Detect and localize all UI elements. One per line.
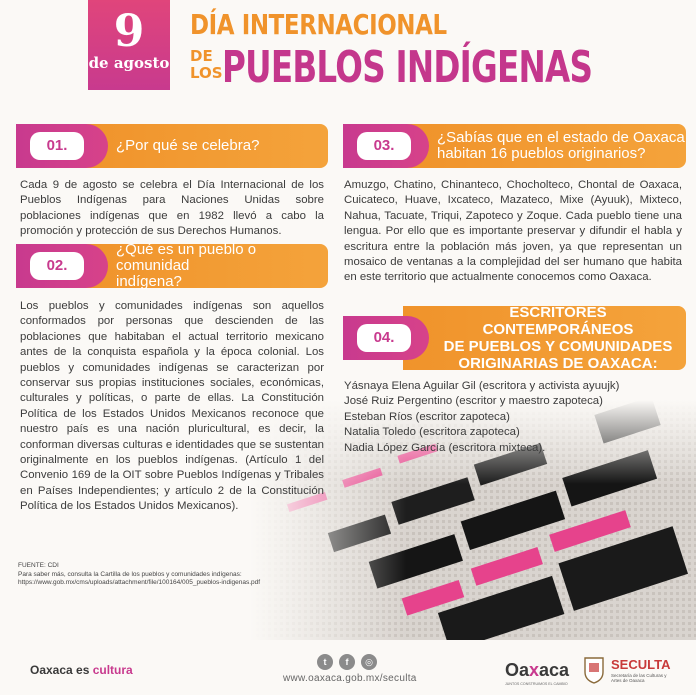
instagram-icon[interactable]: ◎ bbox=[361, 654, 377, 670]
section-01-number: 01. bbox=[30, 132, 84, 160]
source-label: FUENTE: CDI bbox=[18, 562, 59, 569]
writer-item: Natalia Toledo (escritora zapoteca) bbox=[344, 426, 520, 439]
section-01-number-box bbox=[16, 124, 108, 168]
seculta-logo-sub bbox=[611, 673, 667, 683]
footer-url[interactable]: www.oaxaca.gob.mx/seculta bbox=[283, 673, 417, 684]
footer-slogan-a: Oaxaca es bbox=[30, 663, 93, 677]
section-03-heading-line2: habitan 16 pueblos originarios? bbox=[437, 145, 646, 162]
title-los: LOS bbox=[190, 64, 223, 82]
date-day: 9 bbox=[113, 6, 145, 57]
oaxaca-logo-b: aca bbox=[539, 660, 570, 680]
section-02-banner bbox=[16, 241, 328, 290]
source-link[interactable]: https://www.gob.mx/cms/uploads/attachment/file/100164/005_pueblos-indigenas.pdf bbox=[18, 579, 261, 586]
section-04-heading-line2: DE PUEBLOS Y COMUNIDADES bbox=[443, 338, 673, 355]
state-shield-icon bbox=[583, 656, 605, 684]
section-02-number-box bbox=[16, 244, 108, 288]
section-03-number: 03. bbox=[357, 132, 411, 160]
section-03-number-box bbox=[343, 124, 429, 168]
seculta-sub-1: Secretaría de las Culturas y bbox=[611, 673, 667, 678]
writer-item: José Ruiz Pergentino (escritor y maestro zapoteca) bbox=[344, 395, 603, 408]
seculta-sub-2: Artes de Oaxaca bbox=[611, 678, 645, 683]
twitter-icon[interactable]: t bbox=[317, 654, 333, 670]
oaxaca-logo-x: x bbox=[529, 660, 540, 680]
title-line2: PUEBLOS INDÍGENAS bbox=[222, 42, 593, 93]
section-04-heading-line3: ORIGINARIAS DE OAXACA: bbox=[458, 355, 658, 372]
section-04-number-box bbox=[343, 316, 429, 360]
date-badge bbox=[88, 0, 170, 90]
section-01-banner bbox=[16, 124, 328, 168]
oaxaca-logo-sub: JUNTOS CONSTRUIMOS EL CAMBIO bbox=[505, 682, 568, 686]
section-02-heading bbox=[116, 241, 328, 290]
writers-list bbox=[344, 379, 619, 456]
section-04-heading bbox=[433, 306, 683, 370]
title-de: DE bbox=[190, 47, 213, 65]
source-note bbox=[18, 562, 260, 588]
date-month: de agosto bbox=[88, 54, 170, 72]
section-02-heading-line1: ¿Qué es un pueblo o comunidad bbox=[116, 241, 257, 274]
section-02-body: Los pueblos y comunidades indígenas son aquellos conformados por personas que descienden de las poblaciones que habitaban el actual territorio mexicano antes de la conquista española y la época colonial. Los pueblos y comunidades indígenas se caracterizan por conservar sus propias instituciones sociales, económicas, culturales y políticas, o parte de ellas. La Constitución Política de los Estados Unidos Mexicanos reconoce que nuestro país es una nación pluricultural, es decir, la conforman diversas culturas e identidades que se sustentan originalmente en los pueblos indígenas. (Artículo 1 del Convenio 169 de la OIT sobre Pueblos Indígenas y Tribales en Países Independientes; y artículo 2 de la Constitución Política de los Estados Unidos Mexicanos). bbox=[20, 300, 324, 513]
oaxaca-logo bbox=[505, 660, 569, 681]
section-02-heading-line2: indígena? bbox=[116, 273, 182, 290]
section-03-heading bbox=[437, 124, 685, 168]
title-de-los bbox=[190, 48, 223, 82]
source-hint: Para saber más, consulta la Cartilla de los pueblos y comunidades indígenas: bbox=[18, 570, 242, 578]
footer-slogan bbox=[30, 663, 133, 677]
section-03-body: Amuzgo, Chatino, Chinanteco, Chocholteco, Chontal de Oaxaca, Cuicateco, Huave, Ixcateco, Mazateco, Mixe (Ayuuk), Mixteco, Nahua, Tacuate, Triqui, Zapoteco y Zoque. Cada pueblo tiene una lengua. Por ello que es importante preservar y difundir el habla y escritura entre la población más joven, ya que representan un mosaico de ventanas a la complejidad del ser humano que habita en este territorio que actualmente conocemos como Oaxaca. bbox=[344, 179, 682, 284]
section-01-body: Cada 9 de agosto se celebra el Día Internacional de los Pueblos Indígenas para Naciones Unidas sobre poblaciones indígenas que en 1982 llevó a cabo la promoción y protección de sus Derechos Humanos. bbox=[20, 179, 324, 238]
section-03-heading-line1: ¿Sabías que en el estado de Oaxaca bbox=[437, 129, 685, 146]
section-04-heading-line1: ESCRITORES CONTEMPORÁNEOS bbox=[482, 304, 634, 338]
section-04-banner bbox=[343, 306, 686, 370]
facebook-icon[interactable]: f bbox=[339, 654, 355, 670]
title-line1: DÍA INTERNACIONAL bbox=[190, 8, 447, 41]
section-04-number: 04. bbox=[357, 324, 411, 352]
section-01-heading: ¿Por qué se celebra? bbox=[116, 137, 260, 154]
section-03-banner bbox=[343, 124, 686, 168]
writer-item: Esteban Ríos (escritor zapoteca) bbox=[344, 410, 510, 423]
writer-item: Nadia López García (escritora mixteca). bbox=[344, 441, 546, 454]
seculta-logo: SECULTA bbox=[611, 657, 671, 672]
footer-slogan-b: cultura bbox=[92, 663, 133, 677]
writer-item: Yásnaya Elena Aguilar Gil (escritora y activista ayuujk) bbox=[344, 380, 620, 392]
oaxaca-logo-a: Oa bbox=[505, 660, 530, 680]
section-02-number: 02. bbox=[30, 252, 84, 280]
